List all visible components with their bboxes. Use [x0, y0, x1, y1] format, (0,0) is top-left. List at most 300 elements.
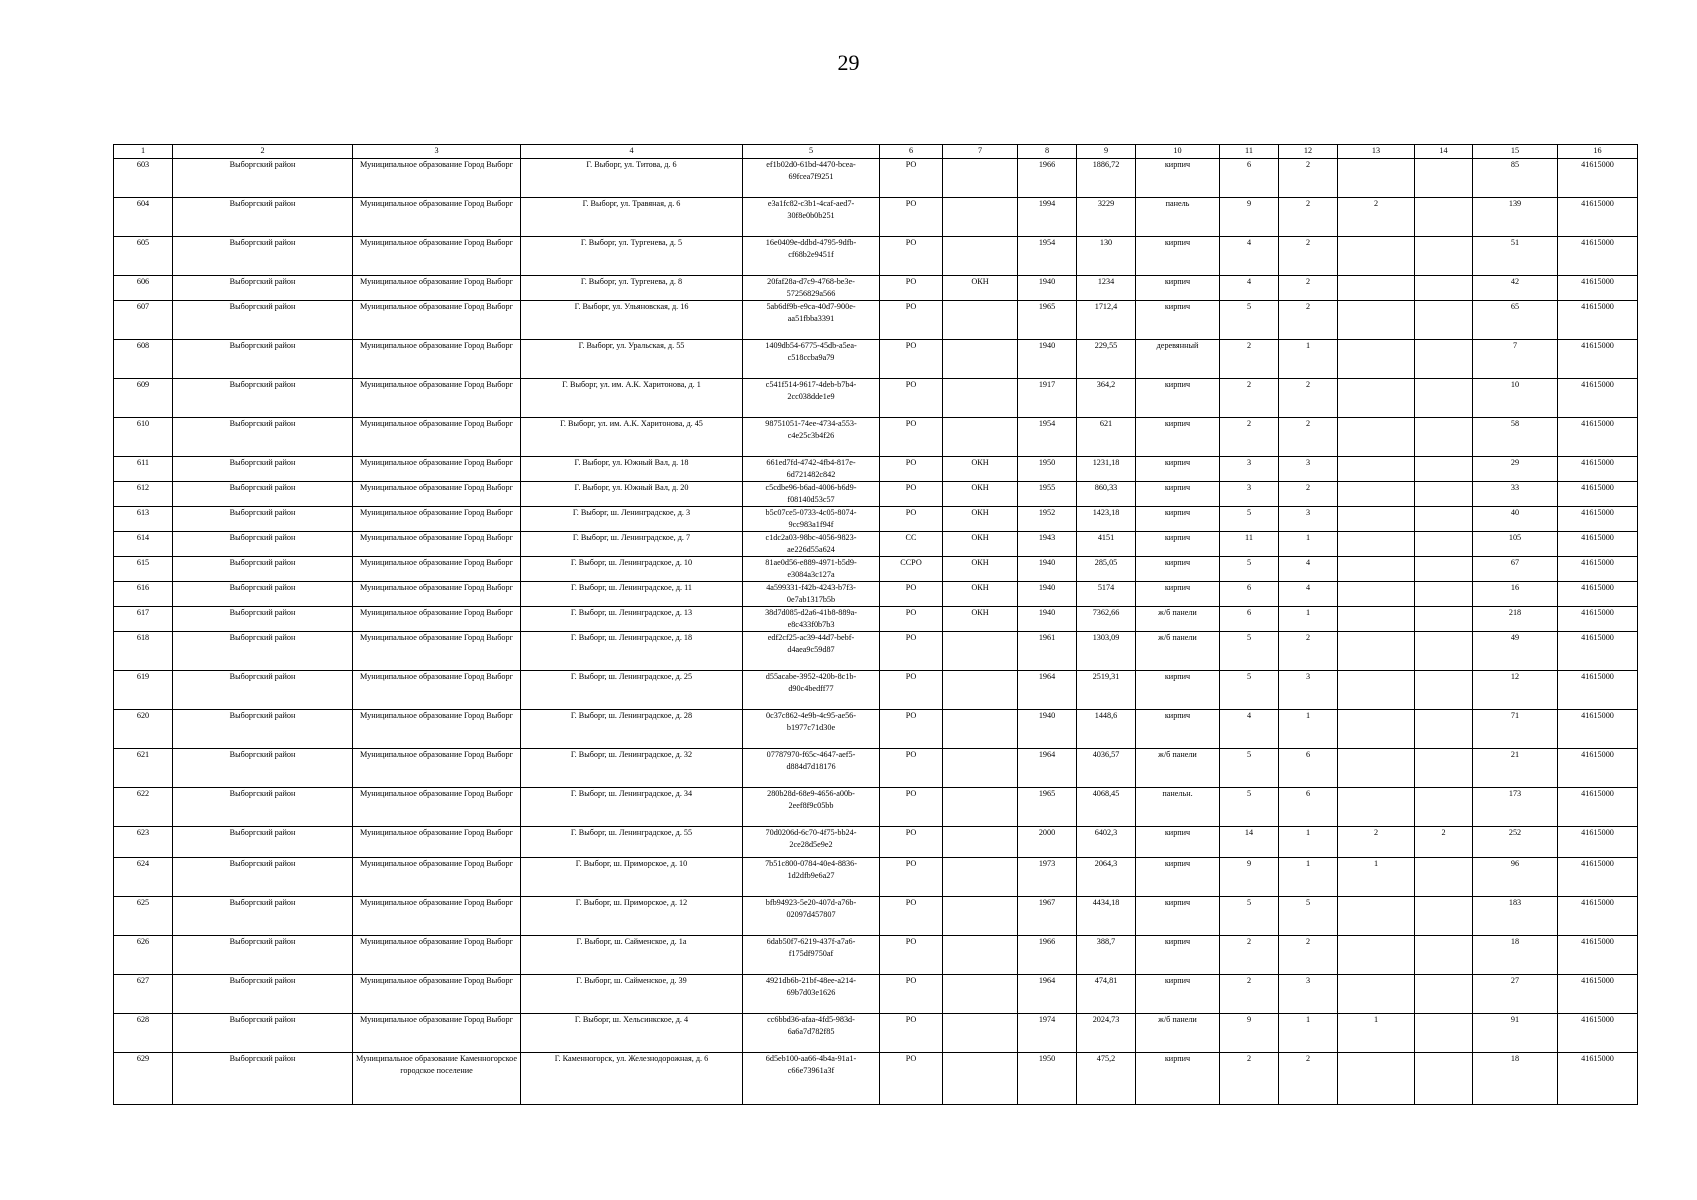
table-cell-col-2: Выборгский район: [173, 379, 353, 418]
table-row: [114, 827, 1638, 858]
table-cell-col-15: 96: [1473, 858, 1558, 897]
table-cell-col-5: 20faf28a-d7c9-4768-be3e-57256829a566: [743, 276, 880, 301]
table-row: [114, 457, 1638, 482]
table-cell-col-15: 173: [1473, 788, 1558, 827]
table-cell-col-6: РО: [880, 301, 943, 340]
table-cell-col-3: Муниципальное образование Город Выборг: [353, 159, 521, 198]
table-cell-col-5: d55acabe-3952-420b-8c1b-d90c4bedff77: [743, 671, 880, 710]
table-cell-col-4: Г. Выборг, ш. Ленинградское, д. 28: [521, 710, 743, 749]
table-cell-col-10: кирпич: [1136, 710, 1220, 749]
table-row: [114, 557, 1638, 582]
table-cell-col-6: РО: [880, 340, 943, 379]
table-cell-col-8: 1917: [1018, 379, 1077, 418]
table-cell-col-14: [1415, 936, 1473, 975]
table-cell-col-11: 2: [1220, 1053, 1279, 1105]
table-cell-col-10: кирпич: [1136, 557, 1220, 582]
table-cell-col-13: [1338, 418, 1415, 457]
table-cell-col-15: 71: [1473, 710, 1558, 749]
table-row: [114, 607, 1638, 632]
table-cell-col-8: 1967: [1018, 897, 1077, 936]
table-cell-col-11: 4: [1220, 710, 1279, 749]
table-cell-col-2: Выборгский район: [173, 582, 353, 607]
table-cell-col-9: 1886,72: [1077, 159, 1136, 198]
table-cell-col-9: 4151: [1077, 532, 1136, 557]
table-cell-col-12: 3: [1279, 975, 1338, 1014]
table-cell-col-4: Г. Выборг, ш. Ленинградское, д. 18: [521, 632, 743, 671]
table-row: [114, 418, 1638, 457]
table-cell-col-13: [1338, 632, 1415, 671]
table-cell-col-8: 1940: [1018, 710, 1077, 749]
table-cell-col-4: Г. Выборг, ш. Ленинградское, д. 25: [521, 671, 743, 710]
table-cell-col-9: 2064,3: [1077, 858, 1136, 897]
table-row: [114, 198, 1638, 237]
table-cell-col-1: 627: [114, 975, 173, 1014]
table-cell-col-4: Г. Выборг, ул. Уральская, д. 55: [521, 340, 743, 379]
table-row: [114, 237, 1638, 276]
table-cell-col-7: [943, 710, 1018, 749]
table-cell-col-16: 41615000: [1558, 340, 1638, 379]
table-cell-col-2: Выборгский район: [173, 671, 353, 710]
table-cell-col-6: РО: [880, 276, 943, 301]
table-cell-col-13: [1338, 975, 1415, 1014]
table-cell-col-10: кирпич: [1136, 301, 1220, 340]
table-cell-col-2: Выборгский район: [173, 1053, 353, 1105]
table-cell-col-14: [1415, 975, 1473, 1014]
table-cell-col-5: 70d0206d-6c70-4f75-bb24-2ce28d5e9e2: [743, 827, 880, 858]
table-cell-col-16: 41615000: [1558, 788, 1638, 827]
table-cell-col-3: Муниципальное образование Город Выборг: [353, 418, 521, 457]
table-cell-col-11: 5: [1220, 671, 1279, 710]
table-cell-col-2: Выборгский район: [173, 827, 353, 858]
table-cell-col-13: 2: [1338, 198, 1415, 237]
table-cell-col-16: 41615000: [1558, 557, 1638, 582]
table-cell-col-3: Муниципальное образование Город Выборг: [353, 340, 521, 379]
table-cell-col-3: Муниципальное образование Город Выборг: [353, 975, 521, 1014]
table-cell-col-3: Муниципальное образование Город Выборг: [353, 897, 521, 936]
table-cell-col-15: 29: [1473, 457, 1558, 482]
table-cell-col-14: [1415, 557, 1473, 582]
table-cell-col-16: 41615000: [1558, 858, 1638, 897]
table-cell-col-4: Г. Выборг, ул. им. А.К. Харитонова, д. 45: [521, 418, 743, 457]
table-cell-col-1: 629: [114, 1053, 173, 1105]
table-cell-col-3: Муниципальное образование Город Выборг: [353, 237, 521, 276]
table-cell-col-12: 6: [1279, 749, 1338, 788]
table-cell-col-13: [1338, 557, 1415, 582]
table-cell-col-16: 41615000: [1558, 198, 1638, 237]
table-cell-col-5: 6dab50f7-6219-437f-a7a6-f175df9750af: [743, 936, 880, 975]
table-cell-col-14: [1415, 788, 1473, 827]
table-row: [114, 936, 1638, 975]
table-cell-col-2: Выборгский район: [173, 897, 353, 936]
table-cell-col-15: 27: [1473, 975, 1558, 1014]
table-cell-col-10: деревянный: [1136, 340, 1220, 379]
table-cell-col-13: [1338, 671, 1415, 710]
table-cell-col-8: 1973: [1018, 858, 1077, 897]
table-row: [114, 1053, 1638, 1105]
table-cell-col-10: ж/б панели: [1136, 632, 1220, 671]
table-cell-col-4: Г. Выборг, ш. Сайменское, д. 1а: [521, 936, 743, 975]
table-cell-col-13: [1338, 379, 1415, 418]
table-cell-col-12: 4: [1279, 557, 1338, 582]
table-cell-col-10: кирпич: [1136, 897, 1220, 936]
column-header-4: 4: [521, 145, 743, 159]
column-header-11: 11: [1220, 145, 1279, 159]
table-cell-col-13: 2: [1338, 827, 1415, 858]
table-cell-col-14: [1415, 607, 1473, 632]
table-cell-col-1: 620: [114, 710, 173, 749]
table-cell-col-12: 1: [1279, 1014, 1338, 1053]
table-cell-col-4: Г. Выборг, ш. Ленинградское, д. 3: [521, 507, 743, 532]
table-cell-col-8: 1961: [1018, 632, 1077, 671]
table-cell-col-12: 1: [1279, 532, 1338, 557]
table-cell-col-16: 41615000: [1558, 936, 1638, 975]
table-cell-col-16: 41615000: [1558, 897, 1638, 936]
table-cell-col-13: [1338, 237, 1415, 276]
table-cell-col-6: СС: [880, 532, 943, 557]
table-cell-col-8: 1940: [1018, 340, 1077, 379]
table-cell-col-4: Г. Выборг, ш. Ленинградское, д. 7: [521, 532, 743, 557]
table-cell-col-11: 9: [1220, 198, 1279, 237]
table-cell-col-11: 3: [1220, 482, 1279, 507]
table-cell-col-11: 5: [1220, 507, 1279, 532]
table-cell-col-1: 606: [114, 276, 173, 301]
table-cell-col-12: 2: [1279, 198, 1338, 237]
table-cell-col-15: 33: [1473, 482, 1558, 507]
table-cell-col-14: [1415, 159, 1473, 198]
table-cell-col-13: [1338, 532, 1415, 557]
table-cell-col-13: [1338, 340, 1415, 379]
table-cell-col-16: 41615000: [1558, 1014, 1638, 1053]
table-cell-col-7: ОКН: [943, 482, 1018, 507]
table-cell-col-10: кирпич: [1136, 379, 1220, 418]
table-cell-col-14: [1415, 858, 1473, 897]
table-cell-col-3: Муниципальное образование Город Выборг: [353, 379, 521, 418]
table-cell-col-15: 7: [1473, 340, 1558, 379]
table-cell-col-9: 621: [1077, 418, 1136, 457]
table-row: [114, 482, 1638, 507]
table-cell-col-4: Г. Каменногорск, ул. Железнодорожная, д. 6: [521, 1053, 743, 1105]
table-cell-col-1: 621: [114, 749, 173, 788]
table-cell-col-3: Муниципальное образование Город Выборг: [353, 710, 521, 749]
table-cell-col-11: 4: [1220, 237, 1279, 276]
table-cell-col-12: 4: [1279, 582, 1338, 607]
table-cell-col-6: РО: [880, 936, 943, 975]
table-cell-col-14: [1415, 379, 1473, 418]
table-cell-col-5: 16e0409e-ddbd-4795-9dfb-cf68b2e9451f: [743, 237, 880, 276]
table-cell-col-11: 5: [1220, 632, 1279, 671]
table-cell-col-11: 14: [1220, 827, 1279, 858]
table-row: [114, 582, 1638, 607]
table-cell-col-2: Выборгский район: [173, 482, 353, 507]
table-cell-col-10: кирпич: [1136, 159, 1220, 198]
table-row: [114, 710, 1638, 749]
table-cell-col-7: [943, 827, 1018, 858]
table-cell-col-14: [1415, 237, 1473, 276]
column-header-9: 9: [1077, 145, 1136, 159]
table-cell-col-14: [1415, 671, 1473, 710]
table-cell-col-11: 5: [1220, 301, 1279, 340]
table-row: [114, 788, 1638, 827]
table-cell-col-13: [1338, 507, 1415, 532]
table-cell-col-7: [943, 379, 1018, 418]
table-cell-col-16: 41615000: [1558, 671, 1638, 710]
table-cell-col-2: Выборгский район: [173, 749, 353, 788]
table-cell-col-1: 624: [114, 858, 173, 897]
table-cell-col-15: 139: [1473, 198, 1558, 237]
table-header-row: [114, 145, 1638, 159]
table-cell-col-3: Муниципальное образование Каменногорское городское поселение: [353, 1053, 521, 1105]
table-cell-col-15: 252: [1473, 827, 1558, 858]
table-cell-col-6: РО: [880, 632, 943, 671]
table-cell-col-2: Выборгский район: [173, 632, 353, 671]
table-cell-col-15: 16: [1473, 582, 1558, 607]
table-cell-col-8: 1974: [1018, 1014, 1077, 1053]
table-cell-col-5: 5ab6df9b-e9ca-40d7-900e-aa51fbba3391: [743, 301, 880, 340]
table-cell-col-8: 1966: [1018, 159, 1077, 198]
table-cell-col-1: 603: [114, 159, 173, 198]
table-cell-col-10: кирпич: [1136, 671, 1220, 710]
table-cell-col-8: 1965: [1018, 788, 1077, 827]
table-cell-col-9: 4434,18: [1077, 897, 1136, 936]
table-cell-col-13: [1338, 582, 1415, 607]
table-cell-col-5: 07787970-f65c-4647-aef5-d884d7d18176: [743, 749, 880, 788]
table-cell-col-13: [1338, 482, 1415, 507]
table-row: [114, 276, 1638, 301]
table-cell-col-5: 0c37c862-4e9b-4c95-ae56-b1977c71d30e: [743, 710, 880, 749]
table-cell-col-12: 2: [1279, 301, 1338, 340]
table-cell-col-14: [1415, 340, 1473, 379]
table-cell-col-3: Муниципальное образование Город Выборг: [353, 507, 521, 532]
table-cell-col-8: 1994: [1018, 198, 1077, 237]
table-cell-col-7: ОКН: [943, 607, 1018, 632]
table-cell-col-6: РО: [880, 482, 943, 507]
table-cell-col-2: Выборгский район: [173, 532, 353, 557]
table-cell-col-13: 1: [1338, 858, 1415, 897]
table-cell-col-6: РО: [880, 788, 943, 827]
table-cell-col-16: 41615000: [1558, 418, 1638, 457]
table-cell-col-11: 2: [1220, 975, 1279, 1014]
table-cell-col-14: 2: [1415, 827, 1473, 858]
table-cell-col-13: [1338, 159, 1415, 198]
table-cell-col-16: 41615000: [1558, 507, 1638, 532]
table-cell-col-6: ССРО: [880, 557, 943, 582]
table-cell-col-2: Выборгский район: [173, 159, 353, 198]
table-cell-col-6: РО: [880, 975, 943, 1014]
table-cell-col-1: 610: [114, 418, 173, 457]
table-cell-col-6: РО: [880, 897, 943, 936]
table-cell-col-8: 1954: [1018, 237, 1077, 276]
table-cell-col-7: [943, 975, 1018, 1014]
table-cell-col-4: Г. Выборг, ул. Тургенева, д. 8: [521, 276, 743, 301]
table-cell-col-12: 2: [1279, 379, 1338, 418]
table-cell-col-6: РО: [880, 827, 943, 858]
column-header-7: 7: [943, 145, 1018, 159]
table-cell-col-10: кирпич: [1136, 482, 1220, 507]
table-cell-col-9: 475,2: [1077, 1053, 1136, 1105]
table-cell-col-15: 58: [1473, 418, 1558, 457]
table-cell-col-2: Выборгский район: [173, 1014, 353, 1053]
table-cell-col-8: 1952: [1018, 507, 1077, 532]
table-cell-col-7: [943, 858, 1018, 897]
table-cell-col-11: 4: [1220, 276, 1279, 301]
table-cell-col-10: кирпич: [1136, 582, 1220, 607]
table-cell-col-1: 615: [114, 557, 173, 582]
table-cell-col-4: Г. Выборг, ул. Титова, д. 6: [521, 159, 743, 198]
table-cell-col-16: 41615000: [1558, 237, 1638, 276]
table-cell-col-9: 2519,31: [1077, 671, 1136, 710]
table-cell-col-9: 1231,18: [1077, 457, 1136, 482]
table-cell-col-11: 6: [1220, 159, 1279, 198]
table-cell-col-4: Г. Выборг, ш. Приморское, д. 10: [521, 858, 743, 897]
table-cell-col-10: кирпич: [1136, 858, 1220, 897]
table-cell-col-11: 3: [1220, 457, 1279, 482]
table-cell-col-11: 5: [1220, 557, 1279, 582]
table-cell-col-16: 41615000: [1558, 749, 1638, 788]
table-cell-col-1: 609: [114, 379, 173, 418]
table-cell-col-6: РО: [880, 710, 943, 749]
table-cell-col-9: 2024,73: [1077, 1014, 1136, 1053]
table-cell-col-14: [1415, 418, 1473, 457]
table-cell-col-16: 41615000: [1558, 975, 1638, 1014]
table-cell-col-8: 1940: [1018, 557, 1077, 582]
table-cell-col-3: Муниципальное образование Город Выборг: [353, 532, 521, 557]
table-cell-col-15: 49: [1473, 632, 1558, 671]
table-cell-col-5: 280b28d-68e9-4656-a00b-2eef8f9c05bb: [743, 788, 880, 827]
table-cell-col-7: [943, 788, 1018, 827]
table-cell-col-8: 1943: [1018, 532, 1077, 557]
table-cell-col-6: РО: [880, 379, 943, 418]
table-row: [114, 897, 1638, 936]
table-row: [114, 340, 1638, 379]
table-cell-col-3: Муниципальное образование Город Выборг: [353, 788, 521, 827]
table-cell-col-14: [1415, 507, 1473, 532]
table-cell-col-10: кирпич: [1136, 507, 1220, 532]
table-cell-col-11: 2: [1220, 418, 1279, 457]
table-cell-col-5: c541f514-9617-4deb-b7b4-2cc038dde1e9: [743, 379, 880, 418]
table-cell-col-5: 7b51c800-0784-40e4-8836-1d2dfb9e6a27: [743, 858, 880, 897]
table-cell-col-12: 2: [1279, 418, 1338, 457]
table-cell-col-6: РО: [880, 1053, 943, 1105]
table-cell-col-7: ОКН: [943, 532, 1018, 557]
table-cell-col-16: 41615000: [1558, 607, 1638, 632]
table-body: [114, 159, 1638, 1105]
table-row: [114, 1014, 1638, 1053]
table-cell-col-10: кирпич: [1136, 532, 1220, 557]
table-cell-col-4: Г. Выборг, ул. Ульяновская, д. 16: [521, 301, 743, 340]
table-cell-col-15: 51: [1473, 237, 1558, 276]
table-cell-col-7: [943, 1053, 1018, 1105]
table-cell-col-12: 2: [1279, 482, 1338, 507]
table-cell-col-5: b5c07ce5-0733-4c05-8074-9cc983a1f94f: [743, 507, 880, 532]
table-cell-col-1: 628: [114, 1014, 173, 1053]
table-cell-col-1: 625: [114, 897, 173, 936]
table-cell-col-8: 1940: [1018, 607, 1077, 632]
table-cell-col-6: РО: [880, 1014, 943, 1053]
table-row: [114, 532, 1638, 557]
table-cell-col-7: [943, 749, 1018, 788]
table-cell-col-8: 1964: [1018, 749, 1077, 788]
table-cell-col-4: Г. Выборг, ул. Травяная, д. 6: [521, 198, 743, 237]
table-cell-col-9: 1234: [1077, 276, 1136, 301]
table-cell-col-9: 474,81: [1077, 975, 1136, 1014]
table-cell-col-1: 611: [114, 457, 173, 482]
column-header-3: 3: [353, 145, 521, 159]
table-cell-col-10: кирпич: [1136, 975, 1220, 1014]
table-cell-col-14: [1415, 532, 1473, 557]
table-cell-col-15: 91: [1473, 1014, 1558, 1053]
table-cell-col-8: 2000: [1018, 827, 1077, 858]
table-cell-col-5: cc6bbd36-afaa-4fd5-983d-6a6a7d782f85: [743, 1014, 880, 1053]
column-header-2: 2: [173, 145, 353, 159]
table-cell-col-8: 1955: [1018, 482, 1077, 507]
table-cell-col-14: [1415, 749, 1473, 788]
table-cell-col-8: 1954: [1018, 418, 1077, 457]
table-cell-col-12: 3: [1279, 457, 1338, 482]
table-cell-col-4: Г. Выборг, ш. Ленинградское, д. 13: [521, 607, 743, 632]
table-row: [114, 632, 1638, 671]
table-cell-col-10: ж/б панели: [1136, 749, 1220, 788]
table-cell-col-16: 41615000: [1558, 632, 1638, 671]
table-cell-col-8: 1966: [1018, 936, 1077, 975]
column-header-15: 15: [1473, 145, 1558, 159]
table-cell-col-4: Г. Выборг, ул. Тургенева, д. 5: [521, 237, 743, 276]
table-cell-col-6: РО: [880, 159, 943, 198]
table-cell-col-12: 2: [1279, 237, 1338, 276]
table-cell-col-15: 105: [1473, 532, 1558, 557]
table-cell-col-14: [1415, 632, 1473, 671]
table-cell-col-1: 623: [114, 827, 173, 858]
table-cell-col-7: ОКН: [943, 557, 1018, 582]
table-cell-col-10: панельн.: [1136, 788, 1220, 827]
table-cell-col-16: 41615000: [1558, 159, 1638, 198]
table-cell-col-3: Муниципальное образование Город Выборг: [353, 482, 521, 507]
table-cell-col-7: [943, 671, 1018, 710]
table-cell-col-1: 622: [114, 788, 173, 827]
table-cell-col-11: 6: [1220, 582, 1279, 607]
table-cell-col-5: c1dc2a03-98bc-4056-9823-ae226d55a624: [743, 532, 880, 557]
table-cell-col-7: ОКН: [943, 582, 1018, 607]
table-cell-col-2: Выборгский район: [173, 788, 353, 827]
table-cell-col-1: 613: [114, 507, 173, 532]
table-cell-col-9: 130: [1077, 237, 1136, 276]
table-cell-col-3: Муниципальное образование Город Выборг: [353, 1014, 521, 1053]
table-cell-col-1: 619: [114, 671, 173, 710]
table-cell-col-12: 2: [1279, 936, 1338, 975]
table-cell-col-7: [943, 159, 1018, 198]
table-cell-col-4: Г. Выборг, ш. Ленинградское, д. 11: [521, 582, 743, 607]
table-cell-col-3: Муниципальное образование Город Выборг: [353, 827, 521, 858]
registry-table: [113, 144, 1638, 1105]
table-cell-col-12: 1: [1279, 340, 1338, 379]
table-row: [114, 975, 1638, 1014]
table-cell-col-16: 41615000: [1558, 1053, 1638, 1105]
table-cell-col-4: Г. Выборг, ул. Южный Вал, д. 20: [521, 482, 743, 507]
table-cell-col-14: [1415, 301, 1473, 340]
table-cell-col-16: 41615000: [1558, 710, 1638, 749]
table-cell-col-7: [943, 936, 1018, 975]
table-cell-col-13: [1338, 788, 1415, 827]
table-cell-col-9: 6402,3: [1077, 827, 1136, 858]
table-row: [114, 671, 1638, 710]
table-cell-col-16: 41615000: [1558, 276, 1638, 301]
column-header-8: 8: [1018, 145, 1077, 159]
table-cell-col-5: ef1b02d0-61bd-4470-bcea-69fcea7f9251: [743, 159, 880, 198]
table-cell-col-6: РО: [880, 858, 943, 897]
table-cell-col-7: [943, 632, 1018, 671]
table-cell-col-4: Г. Выборг, ш. Приморское, д. 12: [521, 897, 743, 936]
table-cell-col-3: Муниципальное образование Город Выборг: [353, 582, 521, 607]
table-cell-col-5: bfb94923-5e20-407d-a76b-02097d457807: [743, 897, 880, 936]
